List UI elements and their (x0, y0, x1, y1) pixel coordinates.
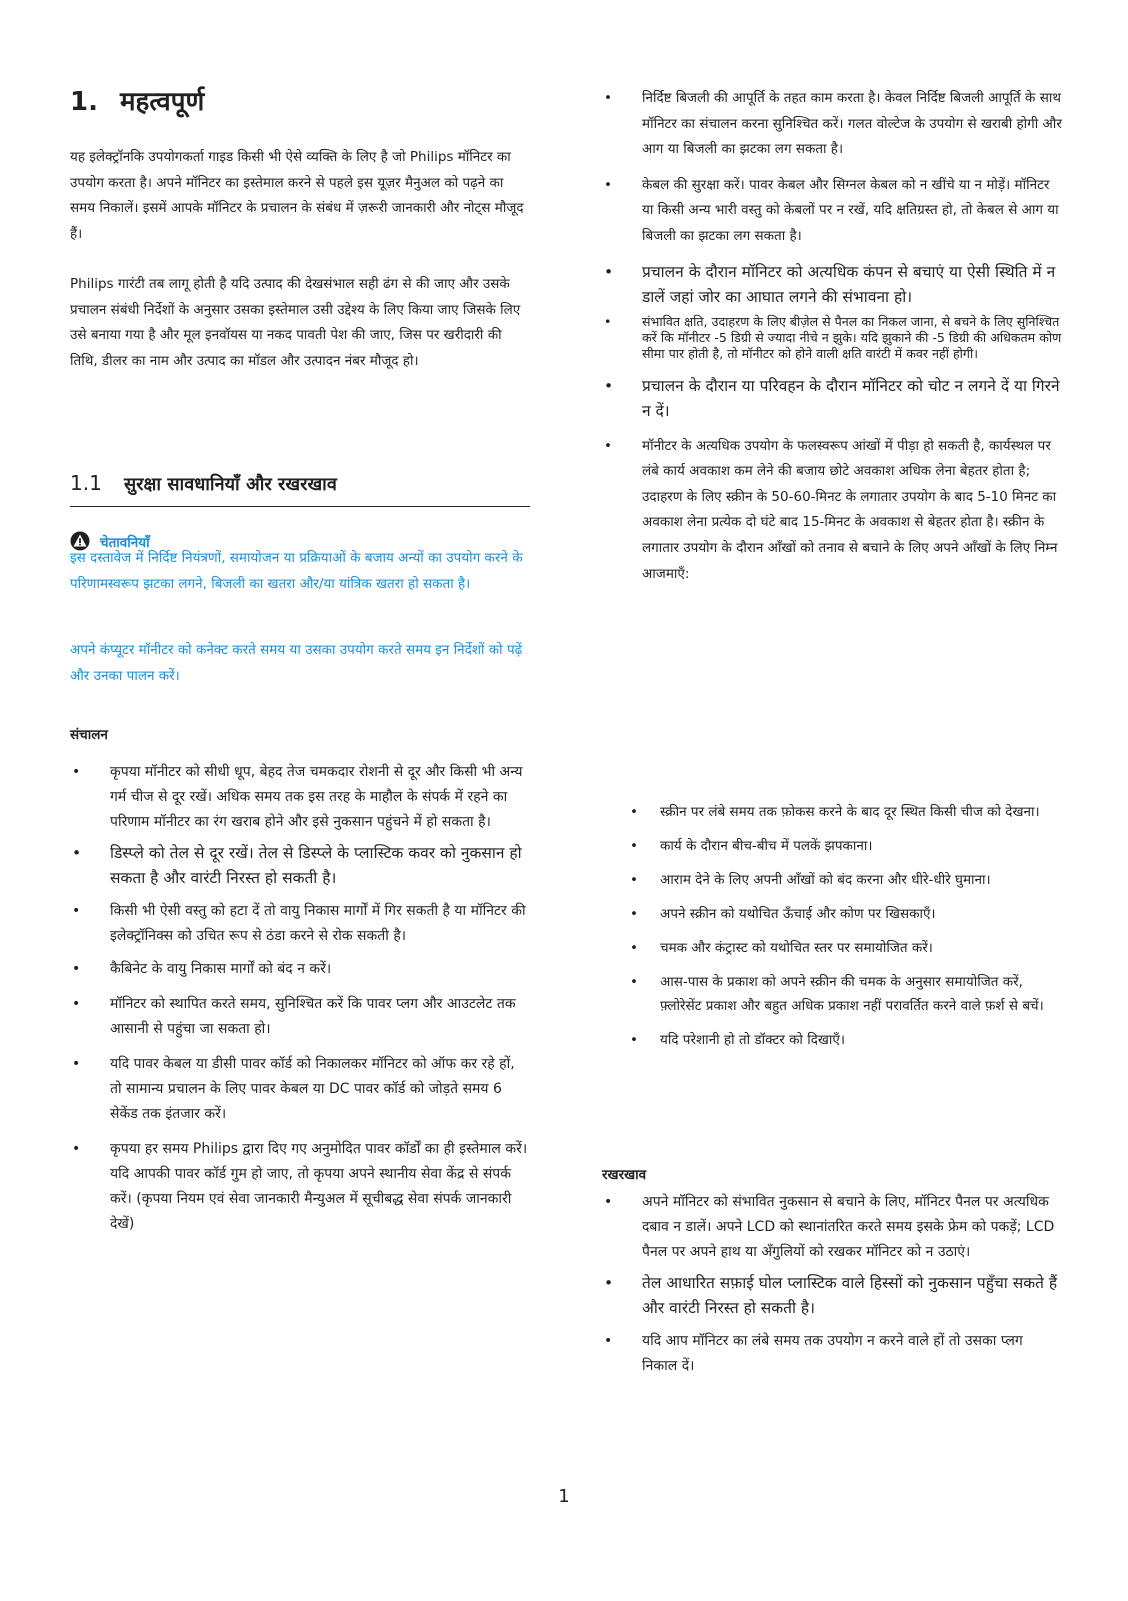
list-item (602, 1271, 1062, 1321)
list-item (602, 374, 1062, 424)
intro-paragraph-2: Philips गारंटी तब लागू होती है यदि उत्पाद की देखसंभाल सही ढंग से की जाए और उसके प्रचालन संबंधी निर्देशों के अनुसार उसका इस्तेमाल उसी उद्देश्य के लिए किया जाए जिसके लिए उसे बनाया गया है और मूल इनवॉयस या नकद पावती पेश की जाए, जिस पर खरीदारी की तिथि, डीलर का नाम और उत्पाद का मॉडल और उत्पादन नंबर मौजूद हो। (70, 276, 521, 369)
list-item (626, 936, 1062, 960)
list-item (626, 1028, 1062, 1052)
list-item (626, 800, 1062, 824)
bullet: • (604, 90, 612, 106)
list-item-text: यदि पावर केबल या डीसी पावर कॉर्ड को निकालकर मॉनिटर को ऑफ कर रहे हों, तो सामान्य प्रचालन के लिए पावर केबल या DC पावर कॉर्ड को जोड़ते समय 6 सेकेंड तक इंतजार करें। (110, 1056, 515, 1122)
list-item (70, 992, 530, 1042)
section-heading (70, 84, 530, 120)
bullet: • (604, 176, 612, 193)
list-item (70, 1137, 530, 1237)
list-item (602, 314, 1062, 362)
section-title: महत्वपूर्ण (120, 87, 205, 117)
list-item (602, 434, 1062, 588)
list-item-text: प्रचालन के दौरान मॉनिटर को अत्यधिक कंपन से बचाएं या ऐसी स्थिति में न डालें जहां जोर का आघात लगने की संभावना हो। (642, 262, 1056, 306)
operation-heading: संचालन (70, 727, 108, 743)
list-item (70, 841, 530, 891)
bullet: • (604, 1194, 613, 1210)
bullet: • (604, 376, 614, 395)
list-item-text: स्क्रीन पर लंबे समय तक फ़ोकस करने के बाद दूर स्थित किसी चीज को देखना। (660, 804, 1040, 820)
warning-text-2: अपने कंप्यूटर मॉनीटर को कनेक्ट करते समय या उसका उपयोग करते समय इन निर्देशों को पढ़ें और उनका पालन करें। (70, 642, 523, 684)
list-item (602, 1190, 1062, 1265)
subsection-heading (70, 468, 530, 507)
list-item-text: चमक और कंट्रास्ट को यथोचित स्तर पर समायोजित करें। (660, 940, 933, 956)
list-item-text: किसी भी ऐसी वस्तु को हटा दें तो वायु निकास मार्गों में गिर सकती है या मॉनिटर की इलेक्ट्रॉनिक्स को उचित रूप से ठंडा करने से रोक सकती है। (110, 903, 526, 944)
list-item (602, 1329, 1062, 1379)
list-item (626, 834, 1062, 858)
bullet: • (604, 313, 612, 329)
bullet: • (72, 844, 82, 862)
bullet: • (604, 437, 612, 454)
list-item (70, 899, 530, 949)
list-item (602, 173, 1062, 250)
warning-text-1: इस दस्तावेज में निर्दिष्ट नियंत्रणों, समायोजन या प्रक्रियाओं के बजाय अन्यों का उपयोग करने के परिणामस्वरूप झटका लगने, बिजली का खतरा और/या यांत्रिक खतरा हो सकता है। (70, 550, 523, 592)
bullet: • (630, 940, 638, 956)
list-item-text: तेल आधारित सफ़ाई घोल प्लास्टिक वाले हिस्सों को नुकसान पहुँचा सकते हैं और वारंटी निरस्त हो सकती है। (642, 1274, 1058, 1317)
list-item (70, 1052, 530, 1127)
bullet: • (72, 903, 81, 919)
list-item (602, 86, 1062, 163)
maintenance-list (602, 1190, 1062, 1379)
list-item-text: संभावित क्षति, उदाहरण के लिए बीज़ेल से पैनल का निकल जाना, से बचने के लिए सुनिश्चित करें कि मॉनीटर -5 डिग्री से ज्यादा नीचे न झुके। यदि झुकाने की -5 डिग्री की अधिकतम कोण सीमा पार होती है, तो मॉनीटर को होने वाली क्षति वारंटी में कवर नहीं होगी। (642, 313, 1062, 361)
list-item-text: मॉनीटर के अत्यधिक उपयोग के फलस्वरूप आंखों में पीड़ा हो सकती है, कार्यस्थल पर लंबे कार्य अवकाश कम लेने की बजाय छोटे अवकाश अधिक लेना बेहतर होता है; उदाहरण के लिए स्क्रीन के 50-60-मिनट के लगातार उपयोग के बाद 5-10 मिनट का अवकाश लेना प्रत्येक दो घंटे बाद 15-मिनट के अवकाश से बेहतर होता है। स्क्रीन के लगातार उपयोग के दौरान आँखों को तनाव से बचाने के लिए अपने आँखों के लिए निम्न आजमाएँ: (642, 437, 1058, 582)
list-item-text: अपने मॉनिटर को संभावित नुकसान से बचाने के लिए, मॉनिटर पैनल पर अत्यधिक दबाव न डालें। अपने LCD को स्थानांतरित करते समय इसके फ्रेम को पकड़ें; LCD पैनल पर अपने हाथ या अँगुलियों को रखकर मॉनिटर को न उठाएं। (642, 1194, 1055, 1260)
bullet: • (72, 1056, 81, 1072)
list-item (70, 760, 530, 835)
page-number: 1 (558, 1486, 570, 1507)
bullet: • (630, 974, 638, 990)
list-item-text: कैबिनेट के वायु निकास मार्गों को बंद न करें। (110, 961, 332, 977)
operation-list (70, 760, 530, 1237)
bullet: • (72, 1141, 81, 1157)
section-number: 1. (70, 87, 98, 117)
bullet: • (604, 262, 614, 281)
list-item-text: आस-पास के प्रकाश को अपने स्क्रीन की चमक के अनुसार समायोजित करें, फ़्लोरेसेंट प्रकाश और बहुत अधिक प्रकाश नहीं परावर्तित करने वाले फ़र्श से बचें। (660, 974, 1044, 1014)
bullet: • (630, 906, 638, 922)
list-item-text: कृपया हर समय Philips द्वारा दिए गए अनुमोदित पावर कॉर्डों का ही इस्तेमाल करें। यदि आपकी पावर कॉर्ड गुम हो जाए, तो कृपया अपने स्थानीय सेवा केंद्र से संपर्क करें। (कृपया नियम एवं सेवा जानकारी मैन्युअल में सूचीबद्ध सेवा संपर्क जानकारी देखें) (110, 1141, 528, 1232)
warning-heading-text: चेतावनियाँ (100, 535, 150, 551)
list-item-text: अपने स्क्रीन को यथोचित ऊँचाई और कोण पर खिसकाएँ। (660, 906, 936, 922)
list-item-text: केबल की सुरक्षा करें। पावर केबल और सिग्नल केबल को न खींचे या न मोड़ें। मॉनिटर या किसी अन्य भारी वस्तु को केबलों पर न रखें, यदि क्षतिग्रस्त हो, तो केबल से आग या बिजली का झटका लग सकता है। (642, 176, 1059, 244)
bullet: • (630, 838, 638, 854)
list-item-text: डिस्प्ले को तेल से दूर रखें। तेल से डिस्प्ले के प्लास्टिक कवर को नुकसान हो सकता है और वारंटी निरस्त हो सकती है। (110, 844, 522, 887)
safety-list (602, 86, 1062, 587)
list-item-text: यदि आप मॉनिटर का लंबे समय तक उपयोग न करने वाले हों तो उसका प्लग निकाल दें। (642, 1333, 1023, 1374)
list-item-text: आराम देने के लिए अपनी आँखों को बंद करना और धीरे-धीरे घुमाना। (660, 872, 991, 888)
bullet: • (72, 996, 81, 1012)
list-item (626, 868, 1062, 892)
bullet: • (630, 1032, 638, 1048)
list-item-text: यदि परेशानी हो तो डॉक्टर को दिखाएँ। (660, 1032, 846, 1048)
list-item (626, 970, 1062, 1018)
bullet: • (72, 764, 81, 780)
list-item-text: प्रचालन के दौरान या परिवहन के दौरान मॉनिटर को चोट न लगने दें या गिरने न दें। (642, 376, 1060, 420)
list-item-text: मॉनिटर को स्थापित करते समय, सुनिश्चित करें कि पावर प्लग और आउटलेट तक आसानी से पहुंचा जा सकता हो। (110, 996, 516, 1037)
list-item (70, 957, 530, 982)
list-item-text: निर्दिष्ट बिजली की आपूर्ति के तहत काम करता है। केवल निर्दिष्ट बिजली आपूर्ति के साथ मॉनिटर का संचालन करना सुनिश्चित करें। गलत वोल्टेज के उपयोग से खराबी होगी और आग या बिजली का झटका लग सकता है। (642, 90, 1062, 158)
subsection-title: सुरक्षा सावधानियाँ और रखरखाव (124, 474, 337, 495)
bullet: • (604, 1333, 613, 1349)
bullet: • (72, 961, 81, 977)
bullet: • (630, 872, 638, 888)
eye-tips-list (626, 800, 1062, 1052)
subsection-number: 1.1 (70, 471, 102, 495)
bullet: • (630, 804, 638, 820)
list-item (602, 260, 1062, 310)
maintenance-heading: रखरखाव (602, 1167, 647, 1183)
list-item (626, 902, 1062, 926)
list-item-text: कार्य के दौरान बीच-बीच में पलकें झपकाना। (660, 838, 873, 854)
list-item-text: कृपया मॉनीटर को सीधी धूप, बेहद तेज चमकदार रोशनी से दूर और किसी भी अन्य गर्म चीज से दूर रखें। अधिक समय तक इस तरह के माहौल के संपर्क में रहने का परिणाम मॉनीटर का रंग खराब होने और इसे नुकसान पहुंचने में हो सकता है। (110, 764, 523, 830)
intro-paragraph-1: यह इलेक्ट्रॉनकि उपयोगकर्ता गाइड किसी भी ऐसे व्यक्ति के लिए है जो Philips मॉनिटर का उपयोग करता है। अपने मॉनिटर का इस्तेमाल करने से पहले इस यूज़र मैनुअल को पढ़ने का समय निकालें। इसमें आपके मॉनिटर के प्रचालन के संबंध में ज़रूरी जानकारी और नोट्स मौजूद हैं। (70, 149, 524, 242)
bullet: • (604, 1274, 614, 1292)
